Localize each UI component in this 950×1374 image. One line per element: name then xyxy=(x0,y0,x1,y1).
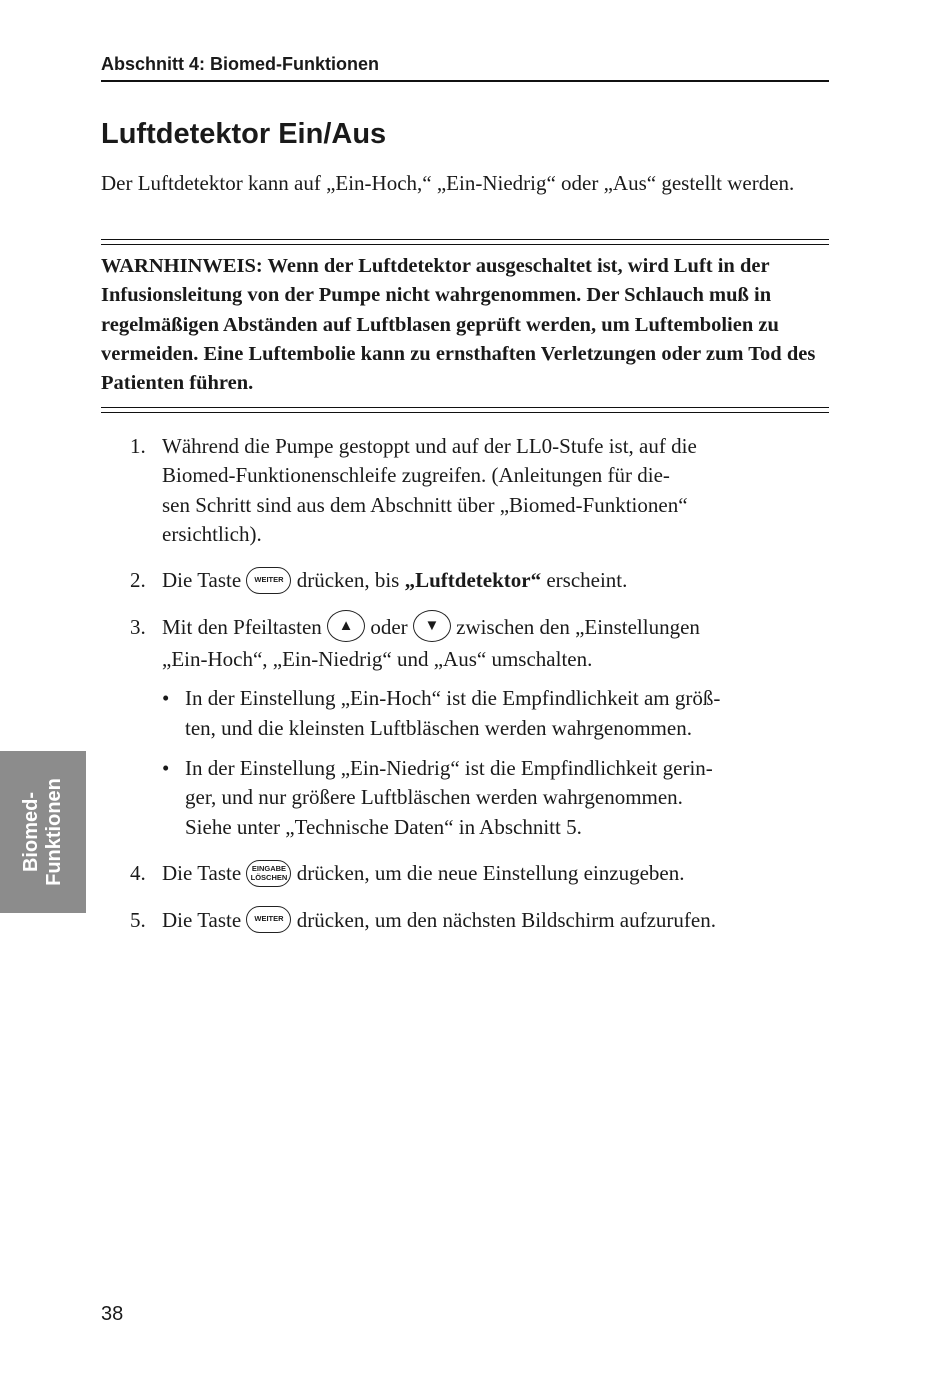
key-label-bottom: LÖSCHEN xyxy=(250,872,288,882)
key-label-top: EINGABE xyxy=(251,863,287,873)
step-text: Mit den Pfeiltasten xyxy=(162,614,322,639)
section-header: Abschnitt 4: Biomed-Funktionen xyxy=(101,52,829,82)
step-text: drücken, um die neue Einstellung einzugeben. xyxy=(296,860,685,885)
arrow-down-key-icon: ▼ xyxy=(413,610,451,642)
step-text: Die Taste xyxy=(162,568,242,593)
step-1 xyxy=(101,432,829,549)
page-title: Luftdetektor Ein/Aus xyxy=(101,118,387,150)
step-text: erscheint. xyxy=(546,568,628,593)
side-tab-label xyxy=(20,778,66,886)
weiter-key-icon: WEITER xyxy=(246,906,291,933)
bullet-text-line: ten, und die kleinsten Luftbläschen werden wahrgenommen. xyxy=(185,715,692,740)
step-text-line: Biomed-Funktionenschleife zugreifen. (Anleitungen für die- xyxy=(162,463,670,488)
side-tab-line: Biomed- xyxy=(20,792,42,873)
side-tab-line: Funktionen xyxy=(43,778,65,886)
step-text-line: sen Schritt sind aus dem Abschnitt über „Biomed-Funktionen“ xyxy=(162,492,688,517)
step-text: Die Taste xyxy=(162,860,242,885)
intro-paragraph: Der Luftdetektor kann auf „Ein-Hoch,“ „Ein-Niedrig“ oder „Aus“ gestellt werden. xyxy=(101,171,795,195)
weiter-key-icon: WEITER xyxy=(246,567,291,594)
step-number: 5. xyxy=(130,907,146,932)
page-number: 38 xyxy=(101,1303,124,1325)
step-3 xyxy=(101,613,829,842)
bullet-icon: • xyxy=(162,686,170,711)
eingabe-loeschen-key-icon xyxy=(246,860,291,887)
step-text: drücken, bis xyxy=(296,568,400,593)
step-number: 2. xyxy=(130,568,146,593)
warning-text: WARNHINWEIS: Wenn der Luftdetektor ausgeschaltet ist, wird Luft in der Infusionsleitung von der Pumpe nicht wahrgenommen. Der Schlauch muß in regelmäßigen Abständen auf Luftblasen geprüft werden, um Luftembolien zu vermeiden. Eine Luftembolie kann zu ernsthaften Verletzungen oder zum Tod des Patienten führen. xyxy=(101,244,829,408)
warning-box xyxy=(101,239,829,413)
step-4 xyxy=(101,859,829,889)
step-number: 1. xyxy=(130,434,146,458)
steps-list xyxy=(101,432,829,952)
step-text: Die Taste xyxy=(162,907,242,932)
step-number: 3. xyxy=(130,614,146,639)
step-text: oder xyxy=(370,614,408,639)
step-5 xyxy=(101,906,829,936)
arrow-up-key-icon: ▲ xyxy=(327,610,365,642)
step-text-line: ersichtlich). xyxy=(162,521,262,546)
bullet-item xyxy=(162,684,829,743)
bullet-text-line: In der Einstellung „Ein-Hoch“ ist die Empfindlichkeit am größ- xyxy=(185,686,721,711)
bullet-text-line: In der Einstellung „Ein-Niedrig“ ist die Empfindlichkeit gerin- xyxy=(185,755,713,780)
bullet-list xyxy=(162,684,829,841)
bullet-text-line: ger, und nur größere Luftbläschen werden wahrgenommen. xyxy=(185,785,683,810)
step-text: drücken, um den nächsten Bildschirm aufzurufen. xyxy=(296,907,716,932)
step-text: zwischen den „Einstellungen xyxy=(456,614,700,639)
bullet-icon: • xyxy=(162,755,170,780)
step-text-line: Während die Pumpe gestoppt und auf der LL0-Stufe ist, auf die xyxy=(162,434,697,458)
step-2 xyxy=(101,566,829,596)
bullet-item xyxy=(162,754,829,842)
step-text-line: „Ein-Hoch“, „Ein-Niedrig“ und „Aus“ umschalten. xyxy=(162,647,593,672)
step-highlight: „Luftdetektor“ xyxy=(404,568,542,593)
section-side-tab xyxy=(0,751,86,913)
step-number: 4. xyxy=(130,860,146,885)
bullet-text-line: Siehe unter „Technische Daten“ in Abschnitt 5. xyxy=(185,814,582,839)
